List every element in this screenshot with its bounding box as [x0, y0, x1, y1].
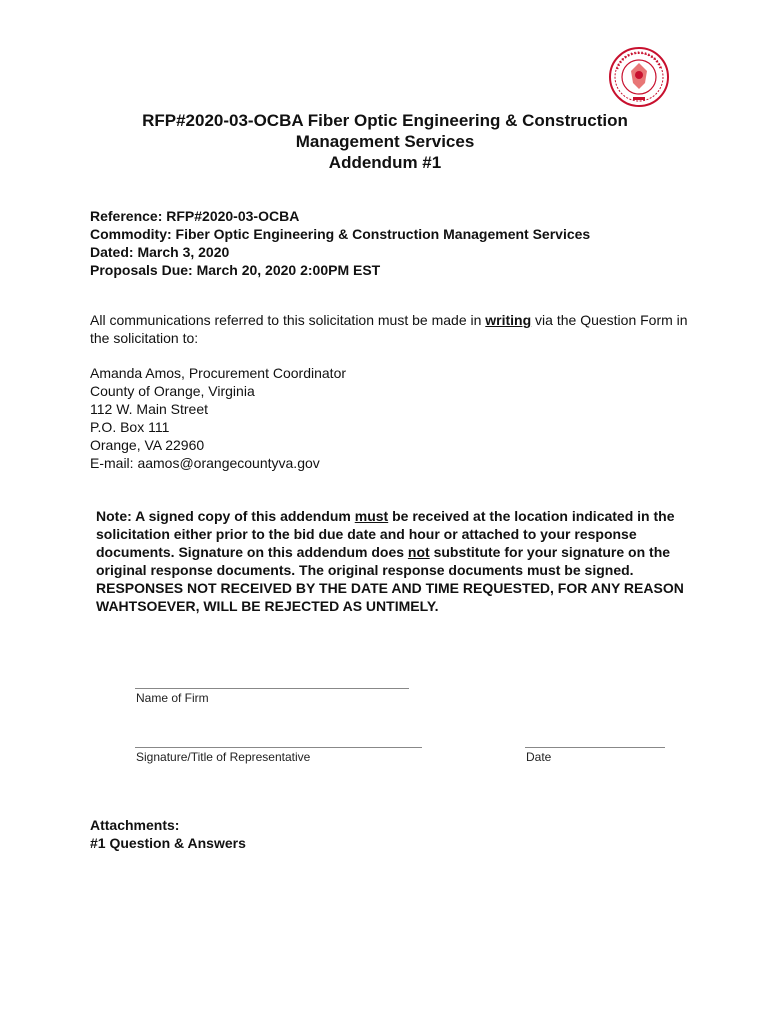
communications-paragraph: [90, 311, 690, 347]
firm-name-line[interactable]: [135, 688, 409, 689]
county-seal-logo: [609, 47, 669, 107]
attachment-item: #1 Question & Answers: [90, 835, 246, 851]
contact-address: [90, 364, 590, 472]
date-label: Date: [526, 750, 552, 764]
note-text-3: substitute for your signature on the original response documents. The original response documents must be signed. RESPONSES NOT RECEIVED BY THE DATE AND TIME REQUESTED, FOR ANY REASON WAHTSOEVER, WILL BE REJECTED AS UNTIMELY.: [96, 544, 684, 614]
signature-label: Signature/Title of Representative: [136, 750, 311, 764]
note-text-1: Note: A signed copy of this addendum: [96, 508, 355, 524]
attachments-block: [90, 816, 490, 852]
must-emphasis: must: [354, 508, 389, 524]
proposals-due-line: Proposals Due: March 20, 2020 2:00PM EST: [90, 262, 381, 278]
contact-email: E-mail: aamos@orangecountyva.gov: [90, 455, 320, 471]
dated-line: Dated: March 3, 2020: [90, 244, 230, 260]
commodity-line: Commodity: Fiber Optic Engineering & Construction Management Services: [90, 226, 591, 242]
communications-text-2: via the Question Form in the solicitation to:: [90, 312, 688, 346]
note-text-2: be received at the location indicated in the solicitation either prior to the bid due date and hour or attached to your response documents. Signature on this addendum does: [96, 508, 675, 560]
document-title: [0, 110, 770, 173]
writing-emphasis: writing: [485, 312, 532, 328]
contact-street: 112 W. Main Street: [90, 401, 209, 417]
title-line-1: RFP#2020-03-OCBA Fiber Optic Engineering & Construction: [142, 111, 628, 130]
date-line[interactable]: [525, 747, 665, 748]
contact-city: Orange, VA 22960: [90, 437, 205, 453]
firm-name-label: Name of Firm: [136, 691, 209, 705]
title-line-2: Management Services: [295, 132, 475, 151]
not-emphasis: not: [407, 544, 430, 560]
contact-org: County of Orange, Virginia: [90, 383, 255, 399]
attachments-heading: Attachments:: [90, 817, 180, 833]
contact-po-box: P.O. Box 111: [90, 419, 170, 435]
communications-text-1: All communications referred to this solicitation must be made in: [90, 312, 486, 328]
title-line-3: Addendum #1: [328, 153, 442, 172]
reference-line: Reference: RFP#2020-03-OCBA: [90, 208, 300, 224]
contact-name: Amanda Amos, Procurement Coordinator: [90, 365, 347, 381]
note-paragraph: [96, 507, 696, 615]
signature-line[interactable]: [135, 747, 422, 748]
reference-block: [90, 207, 730, 279]
